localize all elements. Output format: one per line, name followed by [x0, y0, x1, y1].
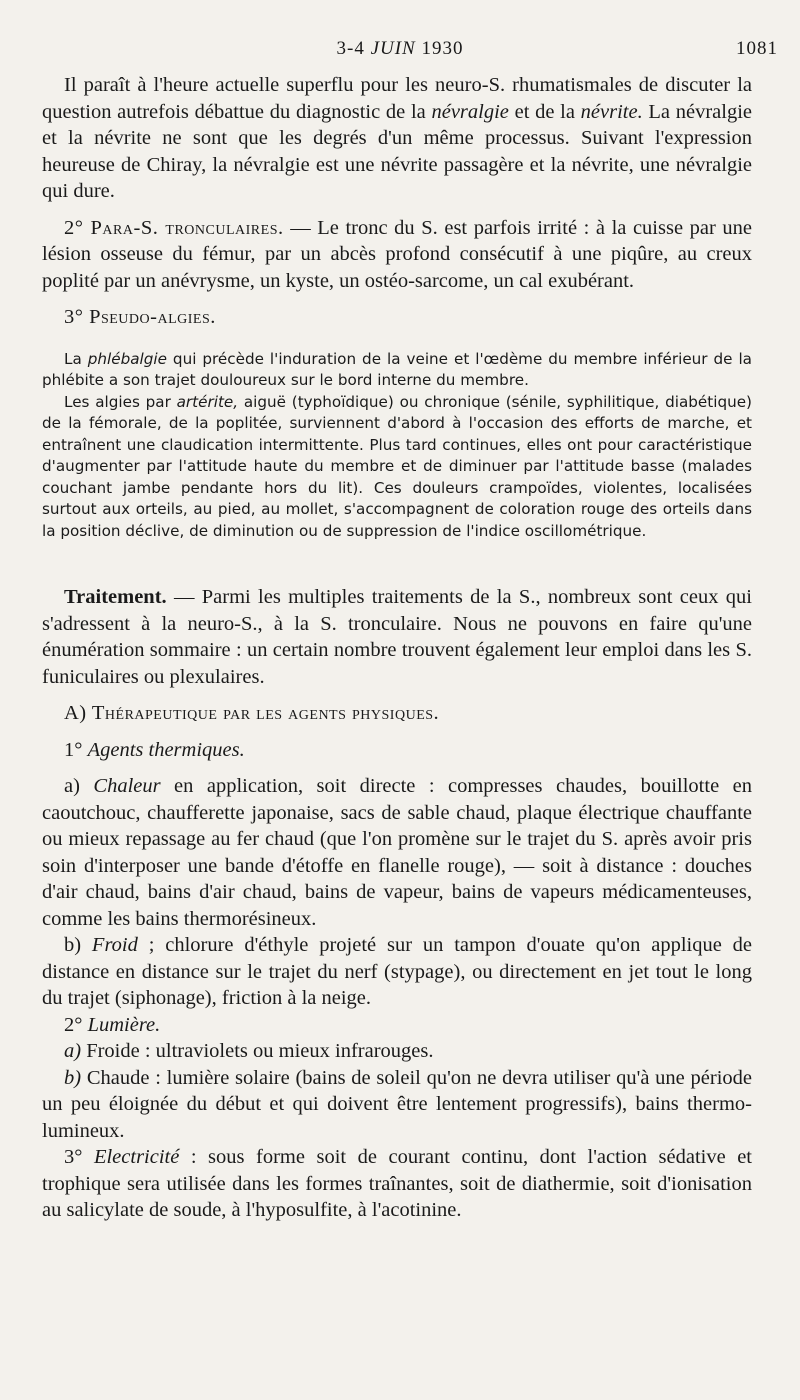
- paragraph-lumiere-chaude: b) Chaude : lumière solaire (bains de soleil qu'on ne devra utiliser qu'à une période un peu éloignée du début et qui doivent être lentement progressifs), bains thermo-lumineux.: [42, 1066, 753, 1142]
- paragraph-phlebalgie: La phlébalgie qui précède l'induration de la veine et l'œdème du membre inférieur de la phlébite a son trajet douloureux sur le bord interne du membre.: [42, 349, 752, 389]
- heading-pseudo-algies: 3° Pseudo-algies.: [64, 306, 216, 328]
- section-heading: 2° Para-S. tronculaires.: [64, 216, 284, 239]
- page-number: 1081: [736, 38, 778, 59]
- paragraph-froid: b) Froid ; chlorure d'éthyle projeté sur un tampon d'ouate qu'on applique de distance en distance sur le trajet du nerf (stypage), ou directement en jet tout le long du trajet (siphonage), friction à la neige.: [42, 934, 753, 1009]
- running-header: [0, 38, 800, 68]
- paragraph-arterite: Les algies par artérite, aiguë (typhoïdique) ou chronique (sénile, syphilitique, diabétique) de la fémorale, de la poplitée, surviennent d'abord à l'occasion des efforts de marche, et entraînent une claudication intermittente. Plus tard continues, elles ont pour caractéristique d'augmenter par l'attitude haute du membre et de diminuer par l'attitude basse (malades couchant jambe pendante hors du lit). Ces douleurs crampoïdes, violentes, localisées surtout aux orteils, au pied, au mollet, s'accompagnent de coloration rouge des orteils dans la position déclive, de diminution ou de suppression de l'indice oscillométrique.: [42, 392, 752, 540]
- paragraph-chaleur: a) Chaleur en application, soit directe : compresses chaudes, bouillotte en caoutchouc, chaufferette japonaise, sacs de sable chaud, plaque électrique chauffante ou mieux repassage au fer chaud (que l'on promène sur le trajet du S. après avoir pris soin d'interposer une bande d'étoffe en flanelle rouge), — soit à distance : douches d'air chaud, bains d'air chaud, bains de vapeur, bains de vapeurs médicamenteuses, comme les bains thermorésineux.: [42, 775, 752, 930]
- paragraph-electricite: 3° Electricité : sous forme soit de courant continu, dont l'action sédative et trophique sera utilisée dans les formes traînantes, soit de diathermie, soit d'ionisation au salicylate de soude, à l'hyposulfite, à l'acotinine.: [42, 1146, 752, 1221]
- header-date: 3-4 JUIN 1930: [336, 38, 464, 59]
- paragraph-traitement: Traitement. — Parmi les multiples traitements de la S., nombreux sont ceux qui s'adressent à la neuro-S., à la S. tronculaire. Nous ne pouvons en faire qu'une énumération sommaire : un certain nombre trouvent également leur emploi dans les S. funiculaires ou plexulaires.: [42, 586, 752, 688]
- section-heading: Traitement.: [64, 586, 167, 608]
- heading-agents-thermiques: 1° Agents thermiques.: [64, 738, 245, 761]
- page-body: [42, 72, 752, 1224]
- paragraph-lumiere-froide: a) Froide : ultraviolets ou mieux infrarouges.: [64, 1040, 434, 1062]
- heading-lumiere: 2° Lumière.: [64, 1013, 161, 1036]
- paragraph-para-s-tronculaires: 2° Para-S. tronculaires. — Le tronc du S. est parfois irrité : à la cuisse par une lésion osseuse du fémur, par un abcès profond consécutif à une piqûre, au creux poplité par un anévrysme, un kyste, un ostéo-sarcome, un cal exubérant.: [42, 216, 752, 292]
- heading-therapeutique: A) Thérapeutique par les agents physiques.: [64, 702, 440, 724]
- paragraph-nevralgie: Il paraît à l'heure actuelle superflu pour les neuro-S. rhumatismales de discuter la question autrefois débattue du diagnostic de la névralgie et de la névrite. La névralgie et la névrite ne sont que les degrés d'un même processus. Suivant l'expression heureuse de Chiray, la névralgie est une névrite passagère et la névrite, une névralgie qui dure.: [42, 74, 752, 202]
